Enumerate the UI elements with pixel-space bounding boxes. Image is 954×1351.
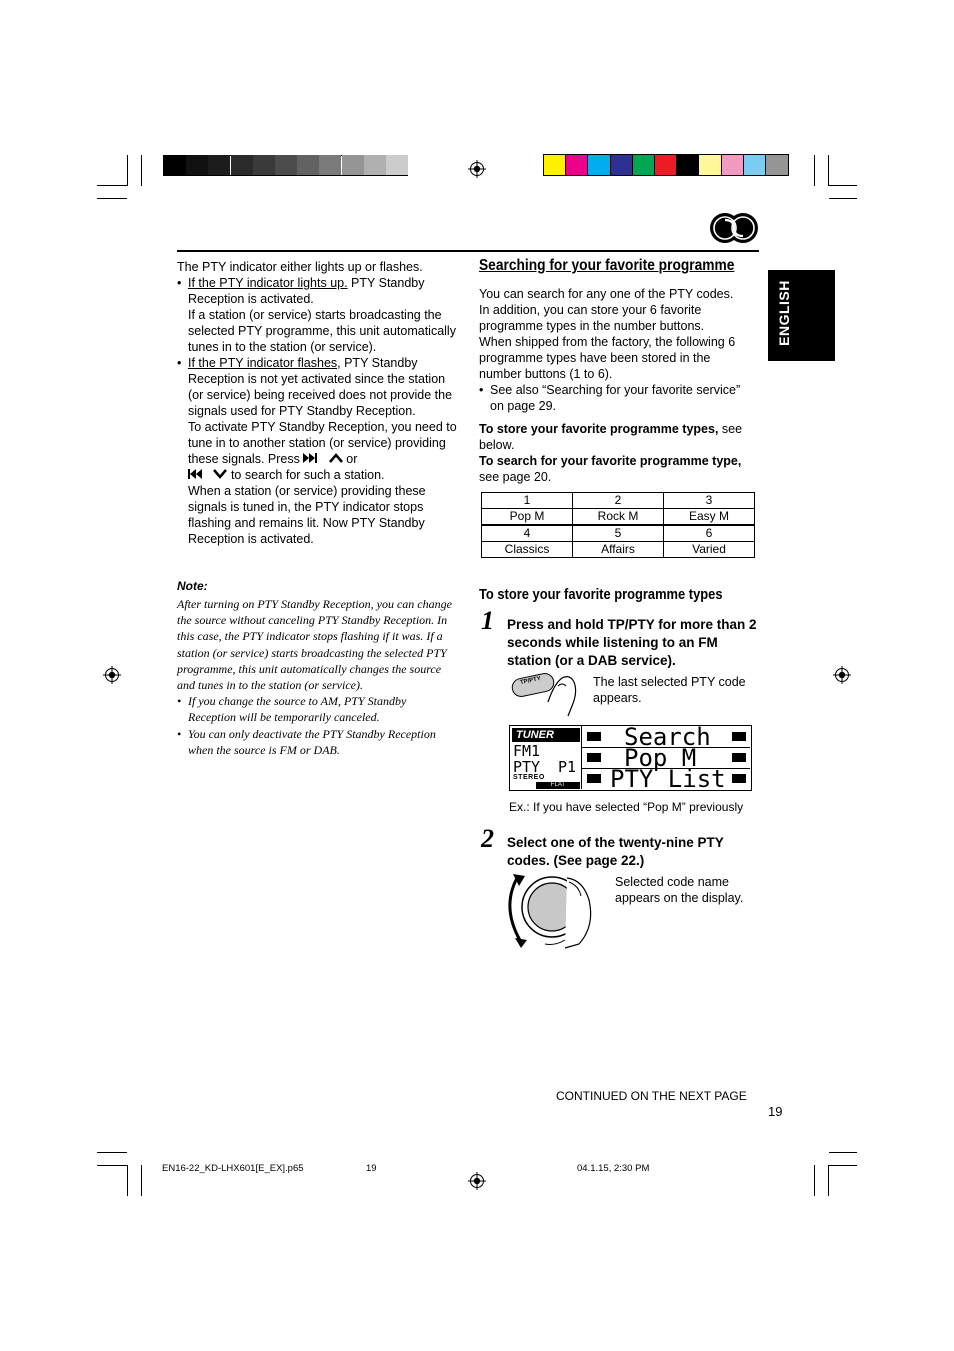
registration-mark-top <box>468 160 486 178</box>
tuner-logo-icon <box>709 210 759 246</box>
table-cell: 5 <box>573 526 664 542</box>
skip-forward-icon <box>303 453 325 463</box>
lcd-left-icon-3 <box>587 774 601 783</box>
lcd-display <box>509 725 752 791</box>
store-ref: To store your favorite programme types, see below. <box>479 422 743 452</box>
tp-pty-label: TP/PTY <box>607 617 655 632</box>
color-swatch <box>611 155 633 175</box>
bullet-flashes-heading: If the PTY indicator flashes, <box>188 356 341 370</box>
table-cell: 6 <box>664 526 755 542</box>
gray-swatch <box>342 155 364 175</box>
intro-para-2: In addition, you can store your 6 favorite programme types in the number buttons. <box>479 303 705 333</box>
table-cell: Easy M <box>664 509 755 525</box>
color-swatch <box>544 155 566 175</box>
registration-mark-right <box>833 666 851 684</box>
side-tab-label: ENGLISH <box>776 280 792 346</box>
search-ref: To search for your favorite programme type, see page 20. <box>479 454 742 484</box>
color-swatch <box>744 155 766 175</box>
footer-file: EN16-22_KD-LHX601[E_EX].p65 <box>162 1163 304 1174</box>
gray-swatch <box>275 155 297 175</box>
bullet-flashes-result: When a station (or service) providing these signals is tuned in, the PTY indicator stops flashing and remains lit. Now PTY Standby Reception is activated. <box>188 484 426 546</box>
footer-date: 04.1.15, 2:30 PM <box>577 1163 650 1174</box>
note-bullet-am: • If you change the source to AM, PTY Standby Reception will be temporarily canceled. <box>177 693 457 725</box>
bullet-flashes-detail: To activate PTY Standby Reception, you need to tune in to another station (or service) providing these signals. Press or to search for such a station. <box>188 420 457 482</box>
color-swatch <box>677 155 699 175</box>
store-search-refs <box>479 421 754 485</box>
lcd-left-icon-1 <box>587 732 601 741</box>
section-intro <box>479 286 749 414</box>
table-cell: Classics <box>482 542 573 558</box>
color-swatch <box>566 155 588 175</box>
pty-intro: The PTY indicator either lights up or flashes. <box>177 260 423 274</box>
step-2-instruction: Select one of the twenty-nine PTY codes. (See page 22.) <box>507 835 724 868</box>
store-subheading: To store your favorite programme types <box>479 586 723 603</box>
color-swatch <box>588 155 610 175</box>
lcd-band: FM1 <box>513 742 541 760</box>
registration-mark-bottom <box>468 1172 486 1190</box>
lcd-flat: FLAT <box>536 782 580 789</box>
tp-pty-button-illustration <box>510 672 586 718</box>
table-cell: Affairs <box>573 542 664 558</box>
gray-swatch <box>408 155 430 175</box>
gray-swatch <box>319 155 341 175</box>
table-cell: 1 <box>482 493 573 509</box>
note-body: After turning on PTY Standby Reception, you can change the source without canceling PTY Standby Reception. In this case, the PTY indicator stops flashing if it was. If a station (or service) starts broadcasting the selected PTY programme, this unit automatically changes the source and tunes in to the station (or service). <box>177 597 452 693</box>
lcd-caption: Ex.: If you have selected “Pop M” previously <box>509 800 744 814</box>
table-row <box>482 542 755 558</box>
footer-page: 19 <box>366 1163 377 1174</box>
lcd-tuner-label: TUNER <box>512 728 580 742</box>
step-2-caption: Selected code name appears on the display. <box>615 875 744 905</box>
table-cell: Rock M <box>573 509 664 525</box>
note-block <box>177 596 457 758</box>
chevron-up-icon <box>329 453 343 463</box>
step-2-number: 2 <box>481 824 494 853</box>
gray-swatch <box>208 155 230 175</box>
lcd-line-3: PTY List <box>610 765 726 793</box>
lcd-left-icon-2 <box>587 753 601 762</box>
intro-para-1: You can search for any one of the PTY codes. <box>479 287 734 301</box>
section-heading: Searching for your favorite programme <box>479 257 735 274</box>
lcd-line-1: Search <box>624 723 711 751</box>
bullet-lights-up-detail: If a station (or service) starts broadcasting the selected PTY programme, this unit automatically tunes in to the station (or service). <box>188 308 456 354</box>
header-rule <box>177 250 759 252</box>
tp-pty-button[interactable]: TP/PTY <box>519 675 542 687</box>
table-cell: Varied <box>664 542 755 558</box>
bullet-lights-up-heading: If the PTY indicator lights up. <box>188 276 348 290</box>
intro-bullet: • See also “Searching for your favorite service” on page 29. <box>479 382 749 414</box>
pty-preset-table-top <box>481 492 755 525</box>
color-swatch <box>655 155 677 175</box>
lcd-line-2: Pop M <box>624 744 697 772</box>
lcd-stereo: STEREO <box>513 774 545 781</box>
skip-back-icon <box>188 469 210 479</box>
lcd-right-icon-2 <box>732 753 746 762</box>
table-cell: 2 <box>573 493 664 509</box>
step-1-caption: The last selected PTY code appears. <box>593 675 746 705</box>
gray-swatch <box>186 155 208 175</box>
bullet-flashes: • If the PTY indicator flashes, PTY Standby Reception is not yet activated since the station (or service) being received does not provide the signals used for PTY Standby Reception. To activate PTY Standby Reception, you need to tune in to another station (or service) providing these signals. Press or to search for such a station. When a station (or service) providing these signals is tuned in, the PTY indicator stops flashing and remains lit. Now PTY Standby Reception is activated. <box>177 355 457 547</box>
note-title: Note: <box>177 579 208 593</box>
lcd-right-icon-3 <box>732 774 746 783</box>
registration-mark-left <box>103 666 121 684</box>
chevron-down-icon <box>213 469 227 479</box>
lcd-divider <box>581 726 582 789</box>
gray-swatch <box>386 155 408 175</box>
gray-swatch <box>364 155 386 175</box>
step-1-instruction: Press and hold TP/PTY for more than 2 seconds while listening to an FM station (or a DAB service). <box>507 617 757 668</box>
table-row <box>482 509 755 525</box>
gray-swatch <box>231 155 253 175</box>
color-swatch <box>633 155 655 175</box>
gray-swatch <box>164 155 186 175</box>
intro-para-3: When shipped from the factory, the following 6 programme types have been stored in the number buttons (1 to 6). <box>479 335 736 381</box>
gray-swatch <box>253 155 275 175</box>
color-swatch <box>699 155 721 175</box>
continued-label: CONTINUED ON THE NEXT PAGE <box>556 1089 747 1103</box>
table-cell: 4 <box>482 526 573 542</box>
bullet-lights-up: • If the PTY indicator lights up. PTY Standby Reception is activated. If a station (or service) starts broadcasting the selected PTY programme, this unit automatically tunes in to the station (or service). <box>177 275 457 355</box>
pty-preset-table-bottom <box>481 525 755 558</box>
table-row <box>482 526 755 542</box>
step-1-number: 1 <box>481 606 494 635</box>
color-swatch <box>722 155 744 175</box>
lcd-pty: PTY <box>513 758 541 776</box>
left-column <box>177 259 457 547</box>
lcd-preset: P1 <box>558 758 577 776</box>
table-cell: Pop M <box>482 509 573 525</box>
table-cell: 3 <box>664 493 755 509</box>
control-dial-icon <box>505 870 609 950</box>
gray-swatch <box>297 155 319 175</box>
page-number: 19 <box>768 1104 783 1119</box>
lcd-right-icon-1 <box>732 732 746 741</box>
table-row <box>482 493 755 509</box>
color-swatch <box>766 155 788 175</box>
note-bullet-fm-dab: • You can only deactivate the PTY Standby Reception when the source is FM or DAB. <box>177 726 457 758</box>
